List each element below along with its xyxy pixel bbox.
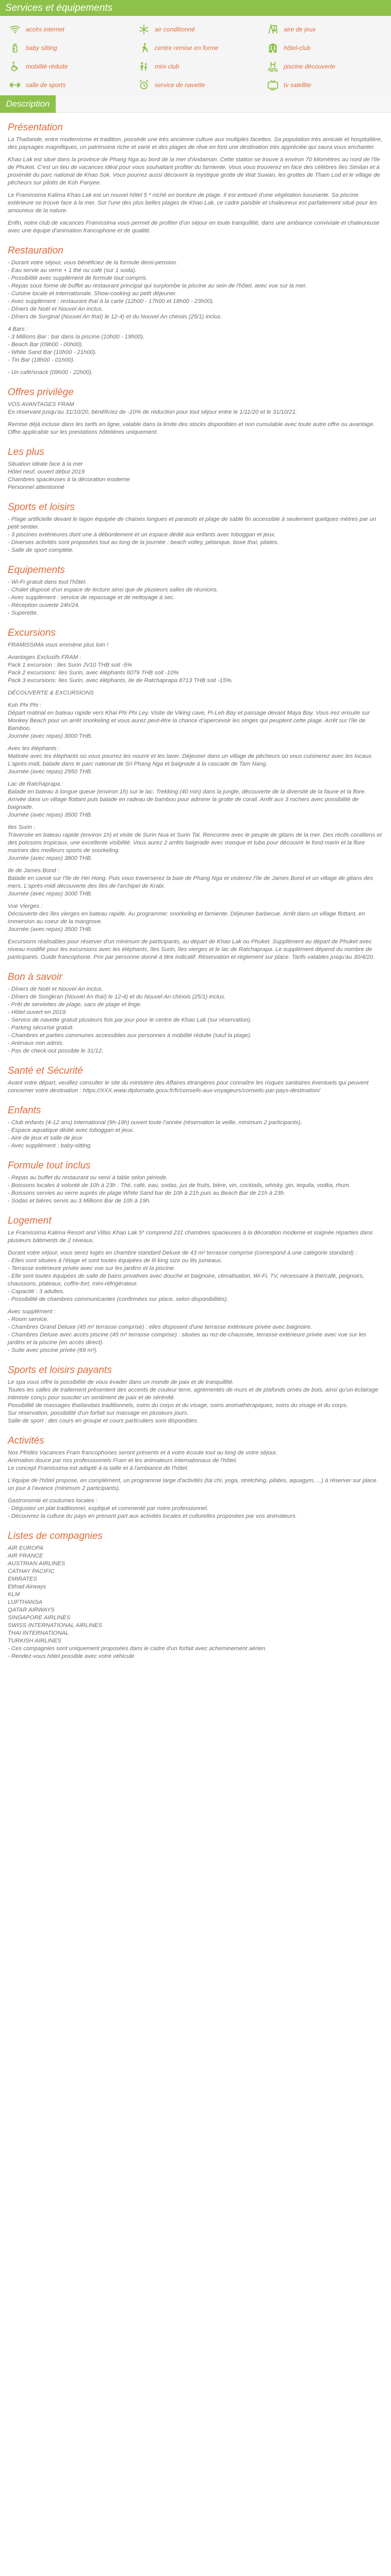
amenity-item: [129, 78, 258, 92]
section-line: - Dîners de Sorginal (Nouvel An thaï) le 12-4) et du Nouvel An chinois (25/1) inclus.: [8, 314, 222, 320]
amenity-item: [0, 78, 129, 92]
section-title: Offres privilège: [8, 387, 74, 398]
amenity-item: [258, 41, 387, 55]
section-line: AUSTRIAN AIRLINES: [8, 1561, 66, 1567]
section-line: - Avec supplément : service de repassage et de nettoyage à sec.: [8, 595, 175, 601]
section-title: Equipements: [8, 565, 65, 575]
section-line: Avantages Exclusifs FRAM :: [8, 654, 82, 660]
amenity-label: aire de jeux: [284, 26, 316, 33]
section-line: - Réception ouverte 24h/24.: [8, 602, 80, 608]
section-line: Situation idéale face à la mer: [8, 461, 83, 467]
spacer: [8, 1245, 383, 1249]
section-line: Matinée avec les éléphants où vous pourrez les nourrir et les laver. Déjeuner dans un village de pêcheurs où vous cuisinerez avec les locaux. L'après-midi, balade dans le parc national de Sri Phang Nga et baignade à la cascade de Tam Nang.: [8, 753, 375, 767]
section-line: - Découvrez la culture du pays en prenant part aux activités locales et culturelles proposées par vos animateurs.: [8, 1513, 297, 1519]
spacer: [8, 416, 383, 421]
section-line: Journée (avec repas) 3000 THB.: [8, 733, 92, 739]
section-title: Présentation: [8, 122, 63, 133]
amenity-label: centre remise en forme: [155, 44, 219, 52]
wheelchair-icon: [8, 60, 22, 73]
spacer: [8, 649, 383, 654]
section-line: Hôtel neuf, ouvert début 2019: [8, 469, 85, 475]
section-line: - Espace aquatique dédié avec toboggan et jeux.: [8, 1127, 134, 1133]
section-line: Le Framissima Kalima Resort and Villas Khao Lak 5* comprend 231 chambres spacieuses à la décoration moderne et soignée réparties dans plusieurs bâtiments de 2 niveaux.: [8, 1230, 374, 1244]
spacer: [8, 740, 383, 745]
spacer: [8, 934, 383, 938]
heated-pool-icon: [266, 60, 280, 73]
spacer: [8, 776, 383, 781]
amenity-label: service de navette: [155, 81, 205, 89]
section-title: Formule tout inclus: [8, 1160, 91, 1171]
section-line: AIR FRANCE: [8, 1553, 43, 1559]
section-paragraph: Khao Lak est situé dans la province de Phang Nga au bord de la mer d'Andaman. Cette station se trouve à environ 70 kilomètres au nord de l'île de Phuket. C'est un lieu de vacances idéal pour vous souhaitant profiter du farniente. Vous vous trouverez en face des célèbres îles Similan et à proximité du parc national de Khao Sok. Vous pourrez aussi découvrir la mystique grotte de Wat Suwan, les grottes de Tham Lod et le village de pêcheurs sur pilotis de Koh Panyee.: [8, 157, 380, 186]
section-line: - Chambres et parties communes accessibles aux personnes à mobilité réduite (sauf la plage).: [8, 1032, 252, 1039]
section-line: - Repas au buffet du restaurant ou servi à table selon période.: [8, 1175, 168, 1181]
section-line: Le concept Framissima est adapté à la taille et à l'ambiance de l'hôtel.: [8, 1465, 189, 1471]
section-line: Balade en bateau à longue queue (environ 1h) sur le lac. Trekking (40 min) dans la jungle, découverte de la diversité de la faune et la flore. Arrivée dans un village flottant puis balade en radeau de bambou pour admirer la grotte de corail. Arrêt aux 3 rochers avec possibilité de baignade.: [8, 789, 368, 810]
amenity-item: [0, 41, 129, 55]
section-line: - 3 piscines extérieures dont une à débordement et un espace dédié aux enfants avec toboggan et jeux.: [8, 532, 276, 538]
section-paragraph: La Thaïlande, entre modernisme et tradition, possède une très ancienne culture aux multiples facettes. Sa population très amicale et hospitalière, des paysages magnifiques, un patrimoine riche et varié et des plages de rêve en font une destination très appréciée qui saura vous enchanter.: [8, 137, 382, 150]
section-line: Pack 2 excursions: Iles Surin, avec éléphants 6079 THB soit -10%: [8, 670, 179, 676]
section-line: - Club enfants (4-12 ans) international (9h-19h) ouvert toute l'année (réservation la veille, minimum 2 participants).: [8, 1120, 302, 1126]
section-title: Santé et Sécurité: [8, 1065, 83, 1076]
section-line: Pack 3 excursions: Iles Surin, avec éléphants, Ile de Ratchaprapa 8713 THB soit -15%.: [8, 677, 233, 684]
amenity-label: piscine découverte: [284, 63, 336, 70]
section-line: - White Sand Bar (10h00 - 21h00).: [8, 349, 97, 355]
section-line: - Eau servie au verre + 1 thé ou café (sur 1 soda).: [8, 267, 137, 274]
section-line: Etihad Airways: [8, 1584, 46, 1590]
amenity-item: [129, 41, 258, 55]
section-line: Avant votre départ, veuillez consulter le site du ministère des Affaires étrangères pour connaître les risques sanitaires éventuels qui peuvent concerner votre destination : https://XXX.www.diplomatie.gouv.fr/fr/conseils-aux-voyageurs/conseils-par-pays-destination/: [8, 1080, 370, 1094]
amenity-label: tv satellite: [284, 81, 312, 89]
section-line: - Possibilité de chambres communicantes (confirmées sur place, selon disponibilités).: [8, 1296, 229, 1302]
section-line: - Pas de check-out possible le 31/12.: [8, 1048, 104, 1054]
wifi-icon: [8, 23, 22, 36]
amenity-label: accès internet: [26, 26, 64, 33]
amenity-item: [258, 22, 387, 37]
section-line: Iles Surin :: [8, 824, 36, 831]
section-line: TURKISH AIRLINES: [8, 1638, 61, 1644]
section-line: Journée (avec repas) 3800 THB.: [8, 855, 92, 861]
amenity-label: baby sitting: [26, 44, 57, 52]
section-line: En réservant jusqu'au 31/10/20, bénéficiez de -10% de réduction pour tout séjour entre le 1/11/20 et le 31/10/21.: [8, 409, 297, 415]
section-line: Vue Vierges :: [8, 903, 43, 909]
section-line: - Salle de sport complète.: [8, 547, 74, 553]
section-line: AIR EUROPA: [8, 1545, 43, 1551]
section-line: - Dîners de Noël et Nouvel An inclus.: [8, 986, 103, 992]
section-line: - Tin Bar (18h00 - 01h00).: [8, 357, 75, 363]
section-line: Koh Phi Phi :: [8, 702, 42, 708]
section-line: SINGAPORE AIRLINES: [8, 1615, 71, 1621]
section-line: Départ matinal en bateau rapide vers Khai Phi Phi Ley. Visite de Viking cave, Pi-Leh Bay et passage devant Maya Bay. Vous irez ensuite sur Monkey Beach pour un arrêt snorkeling et vous aurez peut-être la chance d'apercevoir les singes qui peuplent cette plage. Arrêt sur l'île de Bamboo.: [8, 710, 372, 732]
spacer: [8, 364, 383, 369]
amenity-label: air conditionné: [155, 26, 196, 33]
baby-bottle-icon: [8, 41, 22, 55]
hotel-club-icon: [266, 41, 280, 55]
section-line: Journée (avec repas) 2950 THB.: [8, 769, 92, 775]
section-line: - Plage artificielle devant le lagon équipée de chaises longues et parasols et plage de sable fin accessible à seulement quelques mètres par un petit sentier.: [8, 516, 378, 530]
section-line: - Durant votre séjour, vous bénéficiez de la formule demi-pension.: [8, 260, 178, 266]
section-line: - Avec supplément : restaurant thaï à la carte (12h00 - 17h00 et 18h00 - 23h00).: [8, 298, 215, 304]
section-title: Listes de compagnies: [8, 1531, 103, 1541]
section-line: Sur réservation, possibilité d'un forfait sur massage en plusieurs jours.: [8, 1410, 189, 1416]
amenity-label: mini club: [155, 63, 180, 70]
fitness-icon: [137, 41, 151, 55]
section-line: Le spa vous offre la possibilité de vous évader dans un monde de paix et de tranquillité.: [8, 1379, 234, 1385]
amenities-grid: [0, 16, 391, 95]
section-line: - Sodas et bières servis au 3 Millions Bar de 10h à 19h.: [8, 1198, 151, 1204]
services-header: Services et équipements: [0, 0, 391, 16]
section-line: - Animaux non admis.: [8, 1040, 64, 1046]
section-line: - Chambres Grand Deluxe (45 m² terrasse comprise) : elles disposent d'une terrasse extérieure privée avec baignoire.: [8, 1324, 312, 1330]
section-title: Bon à savoir: [8, 972, 62, 982]
spacer: [8, 697, 383, 702]
section-line: - Superette.: [8, 610, 39, 616]
section-title: Logement: [8, 1215, 52, 1226]
air-conditioning-icon: [137, 23, 151, 36]
section-line: - Hôtel ouvert en 2019.: [8, 1009, 67, 1015]
section-line: - Avec supplément : baby-sitting.: [8, 1143, 92, 1149]
section-line: Gastronomie et coutumes locales :: [8, 1498, 97, 1504]
section-paragraph: Le Framissima Kalima Khao Lak est un nouvel hôtel 5 * niché en bordure de plage. Il est entouré d'une végétation luxuriante. Sa piscine extérieure se trouve face à la mer. Sur l'une des plus belles plages de Khao Lak, ce cadre paisible et chaleureux est parfaitement situé pour les amoureux de la nature.: [8, 192, 377, 214]
section-line: FRAMISSIMA vous emmène plus loin !: [8, 642, 108, 648]
section-line: Découverte des îles vierges en bateau rapide. Au programme: snorkeling et farniente. Déjeuner barbecue. Arrêt dans un village flottant, en immersion au coeur de la mangrove.: [8, 911, 367, 925]
section-line: L'équipe de l'hôtel propose, en complément, un programme large d'activités (tai chi, yoga, stretching, pilates, aquagym, ...) à réserver sur place un jour à l'avance (minimum 2 participants).: [8, 1478, 378, 1492]
section-line: Pack 1 excursion : Iles Surin JV10 THB soit -5%: [8, 662, 133, 668]
section-line: Toutes les salles de traitement présentent des accents de couleur terre, agrémentés de murs et de plafonds ornés de bois, ainsi qu'un éclairage intimiste conçu pour susciter un sentiment de paix et de sérénité.: [8, 1387, 380, 1401]
section-title: Restauration: [8, 245, 63, 256]
section-line: - Dîners de Noël et Nouvel An inclus.: [8, 306, 103, 312]
spacer: [8, 1472, 383, 1477]
section-line: Salle de sport : des cours en groupe et cours particuliers sont disponibles.: [8, 1418, 199, 1424]
section-line: - Wi-Fi gratuit dans tout l'hôtel.: [8, 579, 87, 585]
amenity-item: [129, 59, 258, 74]
section-line: - Elles sont situées à l'étage et sont toutes équipées de lit king size ou lits jumeaux.: [8, 1258, 222, 1264]
section-line: - Service de navette gratuit plusieurs fois par jour pour le centre de Khao Lak (sur réservation).: [8, 1017, 252, 1023]
section-line: - Dîners de Songkran (Nouvel An thaï) le 12-4) et du Nouvel An chinois (25/1) inclus.: [8, 994, 226, 1000]
section-line: Avec les éléphants :: [8, 745, 60, 752]
section-line: EMIRATES: [8, 1576, 37, 1582]
section-line: - Room service.: [8, 1316, 49, 1323]
section-line: Remise déjà incluse dans les tarifs en ligne, valable dans la limite des stocks disponibles et non cumulable avec toute autre offre ou avantage. Offre applicable sur les prestations hôtelières uniquement.: [8, 421, 377, 435]
section-title: Les plus: [8, 447, 44, 457]
section-line: KLM: [8, 1591, 20, 1598]
section-line: - Prêt de serviettes de plage, sacs de plage et linge.: [8, 1002, 142, 1008]
section-line: - Possibilité avec supplément de formule tout compris.: [8, 275, 148, 281]
section-line: Nos Pfridès Vacances Fram francophones seront présents et à votre écoute tout au long de votre séjour.: [8, 1450, 278, 1456]
section-line: - Aire de jeux et salle de jeux: [8, 1135, 83, 1141]
section-line: LUFTHANSA: [8, 1599, 43, 1605]
spacer: [8, 819, 383, 824]
dumbbell-icon: [8, 78, 22, 92]
spacer: [8, 862, 383, 867]
section-line: Journée (avec repas) 3500 THB.: [8, 926, 92, 933]
section-line: - Diverses activités sont proposées tout au long de la journée : beach volley, pétanque, boxe thaï, pilates.: [8, 539, 279, 546]
spacer: [8, 898, 383, 903]
section-line: - Ces compagnies sont uniquement proposées dans le cadre d'un forfait avec acheminement aérien.: [8, 1646, 267, 1652]
spacer: [8, 321, 383, 326]
description-content: [0, 113, 391, 1671]
mini-club-icon: [137, 60, 151, 73]
section-line: Ile de James Bond :: [8, 868, 59, 874]
spacer: [8, 685, 383, 689]
section-line: - Dégustez un plat traditionnel, expliqué et commenté par notre professionnel.: [8, 1505, 208, 1512]
section-line: Traversée en bateau rapide (environ 1h) et visite de Surin Nua et Surin Tai. Rencontre avec le peuple de gitans de la mer. Des récifs coralliens et des poissons tropicaux, une excellente visibilité. Vous aurez 2 arrêts baignade avec masque et tuba pour découvrir le fond marin et la flore marines des meilleurs sports de snorkeling.: [8, 832, 383, 854]
section-line: - Beach Bar (09h00 - 00h00).: [8, 342, 84, 348]
section-line: - Rendez-vous hôtel possible avec votre véhicule: [8, 1653, 135, 1659]
section-line: Avec supplément :: [8, 1309, 56, 1315]
amenity-item: [258, 59, 387, 74]
section-line: SWISS INTERNATIONAL AIRLINES: [8, 1622, 103, 1629]
section-line: THAI INTERNATIONAL: [8, 1630, 69, 1636]
section-line: 4 Bars :: [8, 326, 28, 332]
section-line: CATHAY PACIFIC: [8, 1568, 55, 1574]
amenity-item: [129, 22, 258, 37]
section-line: Excursions réalisables pour réserver d'un minimum de participants, au départ de Khao Lak ou Phuket. Supplément au départ de Phuket avec niveau modifié pour les excursions avec les éléphants, îles Surin, îles vierges et le lac de Ratchaprapa. Le supplément dépend du nombre de participants. Guide francophone. Prix par personne donné à titre indicatif. Réservation et règlement sur place. Tarifs valables jusqu'au 30/4/20.: [8, 939, 375, 960]
amenity-item: [258, 78, 387, 92]
section-line: QATAR AIRWAYS: [8, 1607, 55, 1613]
section-line: - Elle sont toutes équipées de salle de bains privatives avec douche et baignoire, climatisation, Wi-Fi, TV, nécessaire à thé/café, peignoirs, chaussons, plateaux, coffre-fort, mini-réfrigérateur.: [8, 1273, 366, 1287]
section-line: - Parking sécurisé gratuit.: [8, 1025, 74, 1031]
section-paragraph: Enfin, notre club de vacances Framissima vous permet de profiter d'un séjour en toute tranquillité, dans une ambiance conviviale et chaleureuse avec une équipe d'animation francophone et de qualité.: [8, 220, 380, 234]
amenity-label: mobilité réduite: [26, 63, 68, 70]
amenity-item: [0, 59, 129, 74]
tv-icon: [266, 78, 280, 92]
section-line: - Chalet disposé d'un espace de lecture ainsi que de plusieurs salles de réunions.: [8, 587, 218, 593]
section-line: Journée (avec repas) 3000 THB.: [8, 891, 92, 897]
section-line: VOS AVANTAGES FRAM: [8, 401, 74, 408]
section-line: - Terrasse extérieure privée avec vue sur les jardins et la piscine.: [8, 1265, 175, 1272]
wakeup-icon: [137, 78, 151, 92]
section-title: Excursions: [8, 628, 56, 638]
spacer: [8, 1303, 383, 1308]
section-title: Sports et loisirs: [8, 502, 75, 513]
section-line: Possibilité de massages thaïlandais traditionnels, soins du corps et du visage, soins aromathérapiques, soins du visage et du corps.: [8, 1402, 348, 1409]
amenity-label: salle de sports: [26, 81, 66, 89]
section-line: Animation douce par nos professionnels Fram et les animateurs internationaux de l'hôtel.: [8, 1458, 237, 1464]
section-line: Journée (avec repas) 3500 THB.: [8, 812, 92, 818]
section-title: Activités: [8, 1435, 44, 1446]
amenity-label: hôtel-club: [284, 44, 311, 52]
section-line: - Capacité : 3 adultes.: [8, 1289, 64, 1295]
section-title: Sports et loisirs payants: [8, 1365, 112, 1376]
section-line: - Repas sous forme de buffet au restaurant principal qui surplombe la piscine au sein de l'hôtel, avec vue sur la mer.: [8, 283, 307, 289]
section-line: - Un café/snack (09h00 - 22h00).: [8, 369, 93, 376]
playground-icon: [266, 23, 280, 36]
tab-description[interactable]: Description: [0, 95, 56, 113]
section-title: Enfants: [8, 1105, 41, 1116]
section-line: - Boissons servies au verre auprès de plage White Sand bar de 10h à 21h puis au Beach Bar de 21h à 23h.: [8, 1190, 286, 1196]
section-line: - Chambres Deluxe avec accès piscine (45 m² terrasse comprise) : situées au rez-de-chaussée, terrasse extérieure privée avec vue sur les jardins et la piscine (en accès direct).: [8, 1332, 368, 1346]
section-line: Chambres spacieuses à la décoration moderne: [8, 477, 130, 483]
section-line: DÉCOUVERTE & EXCURSIONS: [8, 690, 94, 696]
amenity-item: [0, 22, 129, 37]
section-line: - Suite avec piscine privée (69 m²).: [8, 1347, 98, 1353]
section-line: Balade en canoë sur l'île de Hin Hong. Puis vous traverserez la baie de Phang Nga et visiterez l'île de James Bond et un village de gitans des mers. L'après-midi découverte des îles de l'archipel de Krabi.: [8, 875, 375, 889]
tab-bar: [0, 95, 391, 113]
spacer: [8, 1493, 383, 1497]
section-line: Durant votre séjour, vous serez logés en chambre standard Deluxe de 43 m² terrasse comprise (correspond à une catégorie standard) :: [8, 1250, 357, 1256]
section-line: - 3 Millions Bar : bar dans la piscine (10h00 - 19h00).: [8, 334, 144, 340]
section-line: Personnel attentionné: [8, 484, 64, 490]
section-line: - Cuisine locale et internationale. Show-cooking au petit déjeuner.: [8, 291, 177, 297]
section-line: Lac de Ratchaprapa :: [8, 781, 64, 787]
section-line: - Boissons locales à volonté de 10h à 23h : Thé, café, eau, sodas, jus de fruits, bière, vin, cocktails, whisky, gin, tequila, vodka, rhum.: [8, 1182, 351, 1189]
